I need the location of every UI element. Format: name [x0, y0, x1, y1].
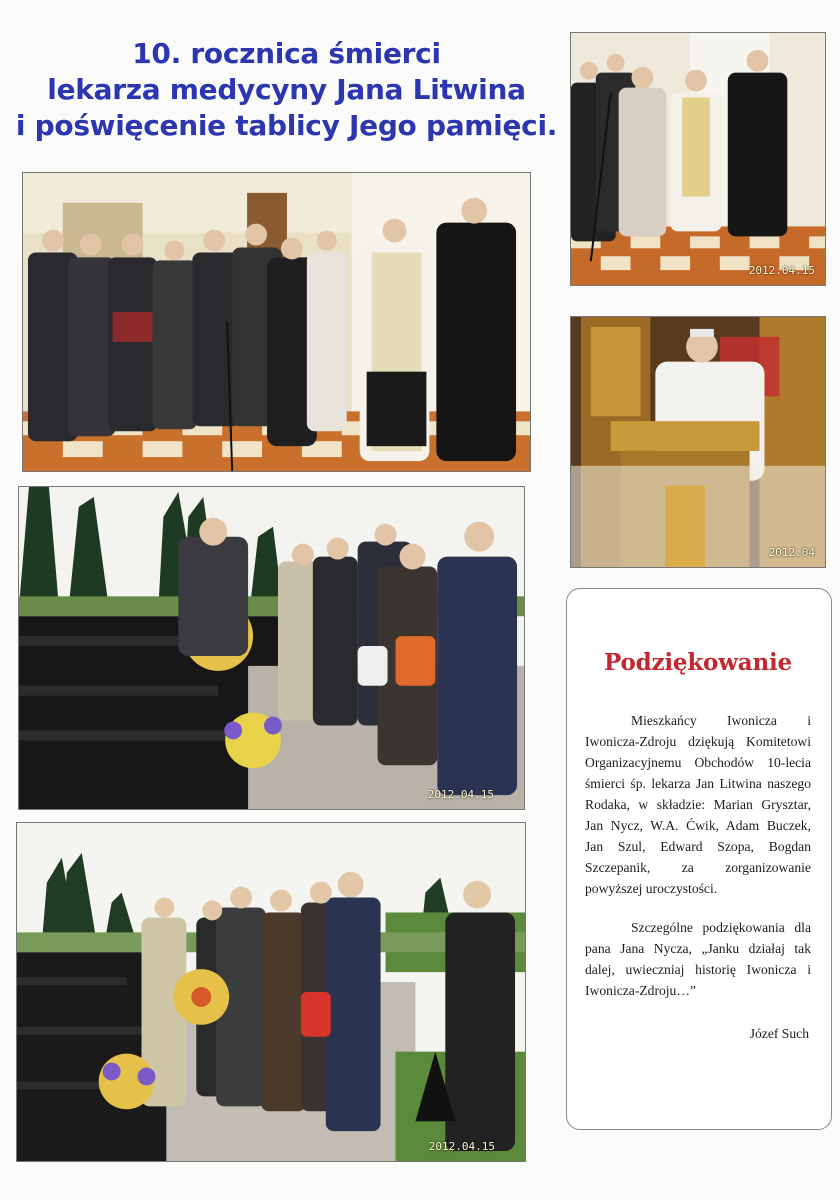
photo-date-stamp: 2012.04.15 [428, 1140, 495, 1153]
thanks-signature: Józef Such [749, 1026, 809, 1041]
thanks-box [566, 588, 832, 1130]
title-line-1: 10. rocznica śmierci [132, 37, 441, 70]
photo-date-stamp: 2012.04.15 [427, 788, 494, 801]
photo-speech [570, 32, 826, 286]
photo-cemetery-wreath [18, 486, 525, 810]
title-line-3: i poświęcenie tablicy Jego pamięci. [15, 109, 558, 142]
page-title [14, 36, 559, 144]
photo-date-stamp: 2012.04 [768, 546, 815, 559]
photo-ceremony-hall [22, 172, 531, 472]
thanks-paragraph-2: Szczególne podziękowania dla pana Jana Nycza, „Janku działaj tak dalej, uwieczniaj historię Iwonicza i Iwonicza-Zdroju…” [585, 920, 811, 998]
photo-date-stamp: 2012.04.15 [748, 264, 815, 277]
thanks-paragraph-1: Mieszkańcy Iwonicza i Iwonicza-Zdroju dziękują Komitetowi Organizacyjnemu Obchodów 10-lecia śmierci śp. lekarza Jan Litwina naszego Rodaka, w składzie: Marian Grysztar, Jan Nycz, W.A. Ćwik, Adam Buczek, Jan Szul, Edward Szopa, Bogdan Szczepanik, za zorganizowanie powyższej uroczystości. [585, 713, 811, 896]
photo-pulpit [570, 316, 826, 568]
thanks-heading: Podziękowanie [603, 649, 792, 676]
title-line-2: lekarza medycyny Jana Litwina [47, 73, 526, 106]
photo-cemetery-group [16, 822, 526, 1162]
